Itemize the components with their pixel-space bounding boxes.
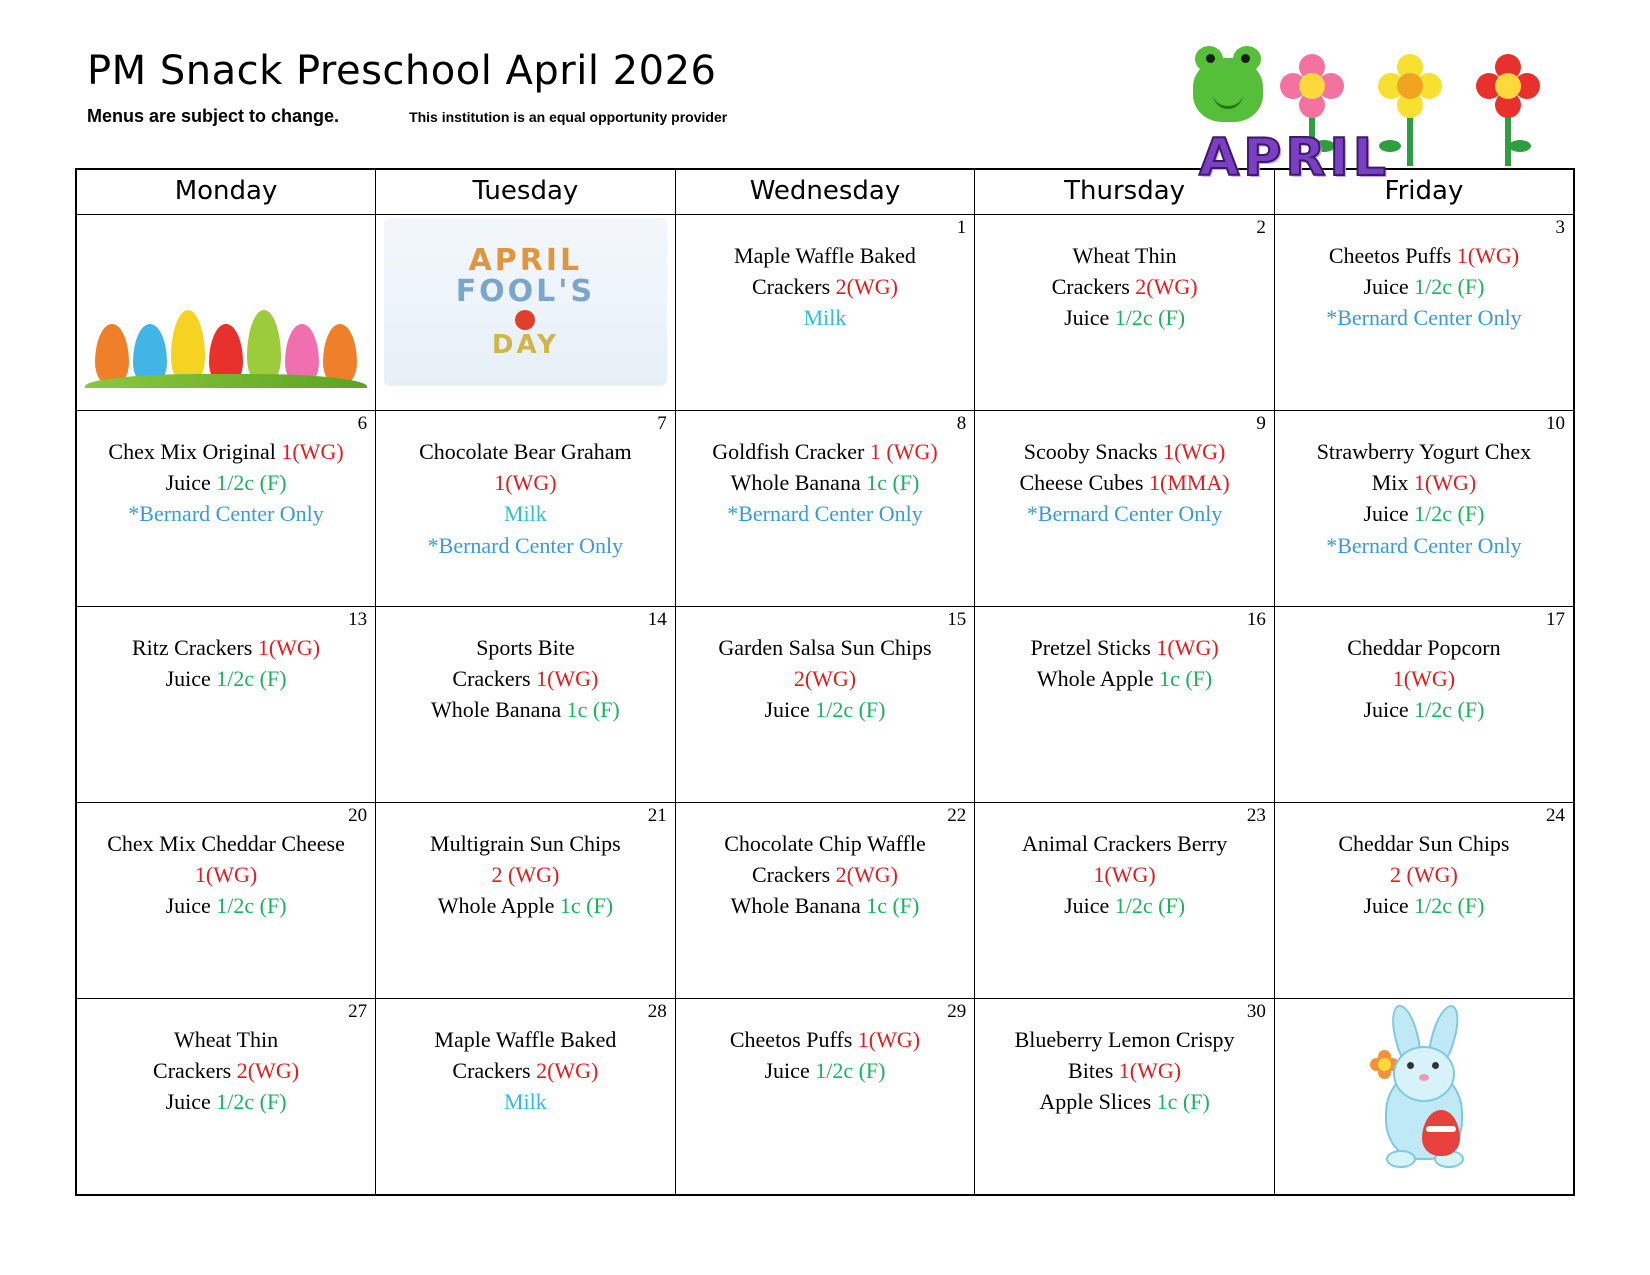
menu-item-line	[384, 828, 667, 859]
flower-leaf-icon	[1509, 140, 1531, 152]
menu-item-line	[983, 240, 1266, 271]
menu-item-text: *Bernard Center Only	[1026, 501, 1223, 527]
menu-item-text: Apple Slices	[1039, 1089, 1157, 1115]
menu-item-line	[684, 1024, 967, 1055]
menu-items	[684, 632, 967, 726]
menu-item-portion: 1/2c (F)	[815, 697, 886, 723]
menu-item-text: Crackers	[751, 862, 836, 888]
menu-items	[85, 1024, 367, 1118]
menu-items	[1283, 240, 1565, 334]
menu-item-text: Cheddar Popcorn	[1347, 635, 1501, 660]
menu-item-text: Cheetos Puffs	[1328, 243, 1457, 268]
menu-item-line	[85, 1055, 367, 1086]
easter-bunny-icon	[1283, 1002, 1565, 1172]
menu-item-text: Goldfish Cracker	[712, 439, 870, 464]
menu-item-portion: 1(WG)	[1156, 635, 1219, 660]
menu-item-text: Whole Apple	[437, 893, 560, 919]
menu-item-line	[384, 530, 667, 561]
day-number: 14	[647, 609, 667, 630]
menu-item-portion: 1(WG)	[536, 666, 599, 692]
menu-items	[983, 632, 1266, 694]
menu-item-line	[384, 890, 667, 921]
menu-item-portion: 1/2c (F)	[216, 893, 287, 919]
menu-item-text: Milk	[503, 501, 547, 527]
menu-item-text: Juice	[1363, 697, 1415, 723]
menu-items	[384, 436, 667, 561]
day-number: 27	[348, 1001, 368, 1022]
menu-item-text: Multigrain Sun Chips	[430, 831, 621, 856]
menu-item-line	[684, 859, 967, 890]
page-title: PM Snack Preschool April 2026	[87, 48, 717, 94]
day-number: 13	[348, 609, 368, 630]
day-number: 16	[1246, 609, 1266, 630]
menu-item-text: Chocolate Chip Waffle	[724, 831, 926, 856]
frog-mouth-icon	[1213, 92, 1243, 109]
menu-items	[684, 240, 967, 334]
menu-item-line	[983, 1086, 1266, 1117]
menu-item-text: Milk	[503, 1089, 547, 1115]
menu-item-portion: 2(WG)	[1135, 274, 1198, 300]
menu-item-portion: 1(MMA)	[1149, 470, 1230, 496]
menu-item-line	[85, 436, 367, 467]
menu-item-text: Whole Banana	[730, 893, 867, 919]
menu-items	[983, 1024, 1266, 1118]
menu-item-line	[983, 890, 1266, 921]
menu-item-line	[1283, 498, 1565, 529]
day-number: 24	[1546, 805, 1565, 826]
menu-item-text: Chocolate Bear Graham	[419, 439, 632, 464]
menu-item-line	[1283, 632, 1565, 663]
menu-item-line	[85, 890, 367, 921]
bunny-eye-icon	[1432, 1062, 1439, 1069]
menu-item-text: Mix	[1371, 470, 1414, 496]
menu-item-text: Whole Apple	[1036, 666, 1160, 692]
menu-items	[684, 828, 967, 922]
menu-item-line	[1283, 530, 1565, 561]
calendar-day-cell	[675, 607, 975, 803]
menu-item-line	[85, 467, 367, 498]
day-number: 20	[348, 805, 368, 826]
calendar-day-cell	[76, 999, 376, 1196]
menu-item-line	[384, 1024, 667, 1055]
april-word-art: APRIL	[1199, 128, 1390, 188]
menu-item-text: Milk	[803, 305, 847, 331]
menu-items	[384, 828, 667, 922]
menu-item-text: Juice	[764, 1058, 816, 1084]
menu-item-text: Sports Bite	[476, 635, 575, 660]
calendar-day-cell	[376, 803, 676, 999]
april-fools-line: DAY	[491, 329, 559, 360]
calendar-day-cell	[376, 607, 676, 803]
menu-item-text: Maple Waffle Baked	[734, 243, 916, 268]
calendar-day-cell	[675, 215, 975, 411]
menu-item-portion: 1c (F)	[566, 697, 620, 723]
menu-item-line	[1283, 859, 1565, 890]
menu-item-line	[684, 498, 967, 529]
calendar-day-cell	[675, 999, 975, 1196]
menu-item-text: 2 (WG)	[1390, 862, 1458, 888]
menu-item-portion: 1(WG)	[281, 439, 344, 464]
day-number: 6	[357, 413, 368, 434]
calendar-day-cell	[975, 411, 1275, 607]
menu-items	[684, 436, 967, 530]
menu-item-line	[684, 240, 967, 271]
menu-item-portion: 1/2c (F)	[216, 666, 287, 692]
menu-item-portion: 1c (F)	[1156, 1089, 1210, 1115]
menu-calendar-table	[75, 168, 1575, 1196]
calendar-week-row	[76, 411, 1574, 607]
weekday-header-thursday: Thursday	[975, 169, 1275, 215]
menu-item-text: Blueberry Lemon Crispy	[1014, 1027, 1235, 1052]
menu-item-line	[85, 498, 367, 529]
menu-items	[983, 436, 1266, 530]
menu-item-text: 1(WG)	[494, 470, 557, 496]
day-number: 21	[647, 805, 667, 826]
menu-item-line	[384, 663, 667, 694]
menu-item-text: 1(WG)	[1392, 666, 1456, 692]
menu-item-text: Crackers	[153, 1058, 237, 1084]
day-number: 9	[1256, 413, 1266, 434]
calendar-art-cell	[76, 215, 376, 411]
menu-item-text: Animal Crackers Berry	[1021, 831, 1228, 856]
menu-item-line	[85, 859, 367, 890]
menu-items	[983, 828, 1266, 922]
menu-item-portion: 1c (F)	[1159, 666, 1213, 692]
menu-item-line	[1283, 663, 1565, 694]
april-fools-day-icon	[384, 218, 667, 386]
calendar-day-cell	[975, 215, 1275, 411]
calendar-body	[76, 215, 1574, 1196]
day-number: 29	[947, 1001, 967, 1022]
menu-item-text: 2(WG)	[793, 666, 857, 692]
menu-item-text: *Bernard Center Only	[427, 532, 624, 558]
menu-item-line	[1283, 890, 1565, 921]
menu-item-text: Juice	[1363, 274, 1415, 300]
menu-item-line	[684, 632, 967, 663]
menu-item-line	[684, 436, 967, 467]
menu-item-line	[983, 1055, 1266, 1086]
menu-item-line	[983, 859, 1266, 890]
day-number: 10	[1546, 413, 1565, 434]
calendar-week-row	[76, 999, 1574, 1196]
menu-item-portion: 2(WG)	[536, 1058, 599, 1084]
day-number: 2	[1256, 217, 1266, 238]
menu-item-line	[983, 302, 1266, 333]
menu-item-line	[684, 467, 967, 498]
easter-eggs-icon	[85, 218, 367, 386]
menu-item-text: Juice	[165, 470, 217, 496]
menu-item-portion: 2(WG)	[835, 862, 898, 888]
menu-item-line	[983, 271, 1266, 302]
menu-item-text: Juice	[1064, 893, 1115, 919]
menu-item-text: Whole Banana	[730, 470, 867, 496]
day-number: 28	[647, 1001, 667, 1022]
menu-item-text: Cheddar Sun Chips	[1338, 831, 1510, 856]
menu-item-text: Crackers	[1051, 274, 1136, 300]
flower-pink-icon	[1280, 54, 1344, 118]
menu-item-text: Cheetos Puffs	[729, 1027, 858, 1052]
menu-item-line	[983, 632, 1266, 663]
menu-item-text: Juice	[1363, 893, 1415, 919]
menu-item-portion: 1/2c (F)	[1414, 697, 1485, 723]
menu-items	[384, 632, 667, 726]
grass-icon	[85, 374, 367, 388]
menu-items	[384, 1024, 667, 1118]
april-fools-line: FOOL'S	[455, 274, 596, 310]
menu-item-line	[983, 828, 1266, 859]
weekday-header-monday: Monday	[76, 169, 376, 215]
menu-item-text: Ritz Crackers	[131, 635, 258, 660]
calendar-day-cell	[675, 803, 975, 999]
calendar-art-cell	[376, 215, 676, 411]
menu-item-portion: 1/2c (F)	[216, 1089, 287, 1115]
april-header-clipart	[1185, 48, 1565, 188]
menu-item-line	[384, 436, 667, 467]
menu-item-text: Juice	[165, 1089, 217, 1115]
day-number: 17	[1546, 609, 1565, 630]
menu-item-line	[384, 498, 667, 529]
menu-item-portion: 1c (F)	[866, 470, 920, 496]
menu-item-portion: 2(WG)	[835, 274, 898, 300]
menu-item-text: Maple Waffle Baked	[434, 1027, 617, 1052]
menu-item-line	[384, 859, 667, 890]
menu-item-portion: 1(WG)	[1163, 439, 1226, 464]
menu-item-text: Chex Mix Cheddar Cheese	[107, 831, 345, 856]
menu-item-portion: 1/2c (F)	[1414, 501, 1485, 527]
day-number: 23	[1246, 805, 1266, 826]
menu-item-text: Scooby Snacks	[1023, 439, 1164, 464]
menu-item-portion: 1(WG)	[1413, 470, 1477, 496]
menu-item-text: Juice	[764, 697, 816, 723]
menu-item-portion: 1(WG)	[1456, 243, 1520, 268]
menu-items	[85, 828, 367, 922]
menu-items	[983, 240, 1266, 334]
calendar-week-row	[76, 803, 1574, 999]
menu-item-text: Pretzel Sticks	[1030, 635, 1157, 660]
menu-item-text: Bites	[1068, 1058, 1119, 1084]
menu-item-line	[384, 694, 667, 725]
page-header	[75, 48, 1575, 188]
menu-item-portion: 1(WG)	[857, 1027, 921, 1052]
menu-item-line	[1283, 436, 1565, 467]
calendar-day-cell	[76, 803, 376, 999]
menu-item-portion: 1(WG)	[257, 635, 321, 660]
flower-red-icon	[1476, 54, 1540, 118]
calendar-day-cell	[1274, 215, 1574, 411]
equal-opportunity-note: This institution is an equal opportunity provider	[409, 109, 728, 125]
menus-subject-to-change-note: Menus are subject to change.	[87, 106, 340, 126]
day-number: 8	[956, 413, 967, 434]
calendar-day-cell	[975, 803, 1275, 999]
menu-items	[85, 436, 367, 530]
menu-item-line	[684, 890, 967, 921]
bunny-nose-icon	[1419, 1074, 1429, 1081]
day-number: 15	[947, 609, 967, 630]
menu-items	[1283, 632, 1565, 726]
menu-item-line	[983, 663, 1266, 694]
menu-item-line	[85, 663, 367, 694]
menu-item-line	[684, 828, 967, 859]
menu-item-line	[1283, 467, 1565, 498]
frog-eye-right-icon	[1241, 54, 1250, 63]
april-fools-line: APRIL	[468, 242, 583, 278]
menu-item-line	[684, 271, 967, 302]
menu-item-line	[1283, 302, 1565, 333]
menu-item-text: *Bernard Center Only	[1326, 305, 1522, 331]
calendar-day-cell	[376, 999, 676, 1196]
menu-item-line	[85, 828, 367, 859]
menu-item-line	[1283, 240, 1565, 271]
menu-item-line	[983, 498, 1266, 529]
menu-item-portion: 1c (F)	[559, 893, 614, 919]
frog-eye-left-icon	[1206, 54, 1215, 63]
day-number: 30	[1246, 1001, 1266, 1022]
menu-item-line	[85, 1024, 367, 1055]
menu-items	[1283, 828, 1565, 922]
menu-item-line	[384, 467, 667, 498]
calendar-day-cell	[975, 999, 1275, 1196]
menu-item-line	[384, 1055, 667, 1086]
menu-item-portion: 1/2c (F)	[216, 470, 287, 496]
day-number: 1	[956, 217, 967, 238]
menu-item-text: Garden Salsa Sun Chips	[718, 635, 932, 660]
menu-item-text: 1(WG)	[194, 862, 258, 888]
menu-items	[1283, 436, 1565, 561]
calendar-day-cell	[1274, 607, 1574, 803]
menu-item-line	[1283, 828, 1565, 859]
menu-item-text: *Bernard Center Only	[128, 501, 324, 527]
menu-item-text: Chex Mix Original	[108, 439, 282, 464]
menu-item-text: Wheat Thin	[1072, 243, 1177, 268]
menu-item-text: Crackers	[751, 274, 836, 300]
menu-item-text: 2 (WG)	[491, 862, 560, 888]
menu-item-text: Strawberry Yogurt Chex	[1316, 439, 1532, 464]
menu-item-portion: 1/2c (F)	[1114, 893, 1186, 919]
calendar-day-cell	[1274, 803, 1574, 999]
menu-item-line	[983, 436, 1266, 467]
menu-item-text: Juice	[1064, 305, 1115, 331]
menu-item-line	[1283, 694, 1565, 725]
calendar-day-cell	[675, 411, 975, 607]
calendar-week-row	[76, 215, 1574, 411]
menu-item-text: Juice	[165, 893, 217, 919]
menu-item-text: Wheat Thin	[174, 1027, 279, 1052]
menu-item-text: Whole Banana	[431, 697, 567, 723]
menu-item-portion: 1/2c (F)	[815, 1058, 886, 1084]
menu-item-line	[85, 632, 367, 663]
calendar-day-cell	[76, 607, 376, 803]
menu-item-line	[384, 1086, 667, 1117]
menu-item-line	[983, 1024, 1266, 1055]
menu-item-portion: 1(WG)	[1118, 1058, 1182, 1084]
menu-item-line	[684, 663, 967, 694]
menu-item-line	[1283, 271, 1565, 302]
menu-items	[85, 632, 367, 694]
calendar-day-cell	[376, 411, 676, 607]
menu-item-line	[384, 632, 667, 663]
calendar-day-cell	[1274, 411, 1574, 607]
bunny-foot-icon	[1386, 1150, 1416, 1168]
day-number: 7	[657, 413, 667, 434]
day-number: 22	[947, 805, 967, 826]
weekday-header-friday: Friday	[1274, 169, 1574, 215]
menu-item-text: Juice	[165, 666, 217, 692]
menu-item-line	[684, 694, 967, 725]
flower-yellow-icon	[1378, 54, 1442, 118]
menu-item-line	[684, 302, 967, 333]
calendar-day-cell	[76, 411, 376, 607]
menu-item-portion: 1 (WG)	[869, 439, 938, 464]
calendar-day-cell	[975, 607, 1275, 803]
weekday-header-wednesday: Wednesday	[675, 169, 975, 215]
menu-item-portion: 2(WG)	[236, 1058, 300, 1084]
menu-item-text: Juice	[1363, 501, 1415, 527]
weekday-header-tuesday: Tuesday	[376, 169, 676, 215]
menu-item-text: Cheese Cubes	[1019, 470, 1149, 496]
menu-item-portion: 1c (F)	[866, 893, 920, 919]
menu-item-portion: 1/2c (F)	[1414, 274, 1485, 300]
menu-item-line	[983, 467, 1266, 498]
day-number: 3	[1555, 217, 1565, 238]
menu-items	[684, 1024, 967, 1086]
frog-icon	[1193, 58, 1263, 122]
menu-item-text: Crackers	[452, 1058, 537, 1084]
menu-item-text: Crackers	[452, 666, 537, 692]
menu-item-text: *Bernard Center Only	[1326, 532, 1522, 558]
menu-item-portion: 1/2c (F)	[1114, 305, 1186, 331]
menu-item-text: *Bernard Center Only	[727, 501, 923, 527]
calendar-art-cell	[1274, 999, 1574, 1196]
clown-nose-icon	[515, 310, 535, 330]
menu-item-line	[684, 1055, 967, 1086]
menu-item-portion: 1/2c (F)	[1414, 893, 1485, 919]
calendar-week-row	[76, 607, 1574, 803]
menu-item-line	[85, 1086, 367, 1117]
bunny-eye-icon	[1407, 1062, 1414, 1069]
menu-item-text: 1(WG)	[1093, 862, 1156, 888]
